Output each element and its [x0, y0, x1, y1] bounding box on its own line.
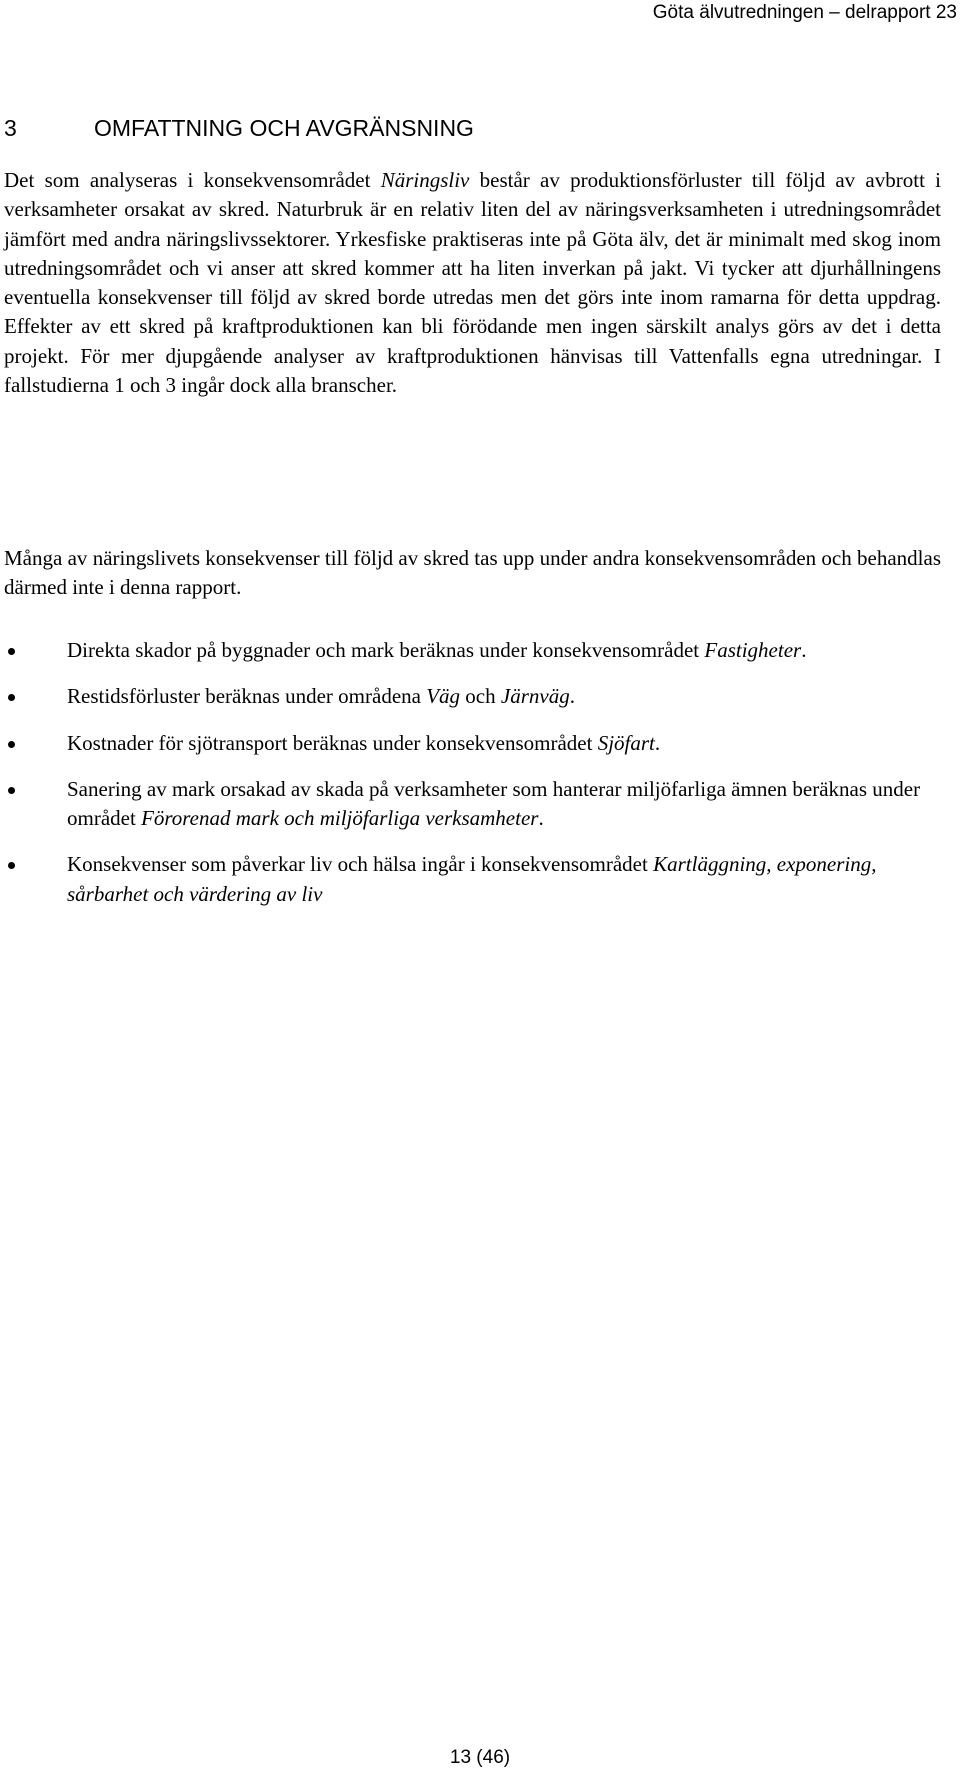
list-item-text: och [460, 684, 501, 709]
list-item [4, 729, 941, 758]
emphasis-naringsliv: Näringsliv [380, 168, 470, 192]
list-item-text: Kostnader för sjötransport beräknas under konsekvensområdet [67, 730, 598, 755]
list-item-emphasis: Förorenad mark och miljöfarliga verksamheter [141, 806, 539, 831]
section-heading [4, 113, 944, 143]
list-item-text: Sanering av mark orsakad av skada på verksamheter som hanterar miljöfarliga ämnen beräknas under området [67, 776, 921, 831]
paragraph-text: Det som analyseras i konsekvensområdet [4, 168, 381, 192]
paragraph-other-areas: Många av näringslivets konsekvenser till följd av skred tas upp under andra konsekvensområden och behandlas därmed inte i denna rapport. [4, 546, 941, 600]
paragraph-text: består av produktionsförluster till följd av avbrott i verksamheter orsakat av skred. Naturbruk är en relativ liten del av näringsverksamheten i utredningsområdet jämfört med andra näringslivssektorer. Yrkesfiske praktiseras inte på Göta älv, det är minimalt med skog inom utredningsområdet och vi anser att skred kommer att ha liten inverkan på jakt. Vi tycker att djurhållningens eventuella konsekvenser till följd av skred borde utredas men det görs inte inom ramarna för detta uppdrag. Effekter av ett skred på kraftproduktionen kan bli förödande men ingen särskilt analys görs av det i detta projekt. För mer djupgående analyser av kraftproduktionen hänvisas till Vattenfalls egna utredningar. I fallstudierna 1 och 3 ingår dock alla branscher. [4, 168, 941, 398]
list-item [4, 775, 941, 834]
list-item-text: Restidsförluster beräknas under områdena [67, 684, 427, 709]
page-number: 13 (46) [449, 1747, 511, 1768]
list-item-emphasis: Järnväg [500, 684, 570, 709]
bullet-icon [8, 694, 15, 701]
paragraph-scope [4, 166, 941, 400]
list-item-text: . [801, 638, 807, 662]
list-item-text: Direkta skador på byggnader och mark beräknas under konsekvensområdet [67, 638, 705, 662]
bullet-list [4, 636, 941, 926]
bullet-icon [8, 741, 15, 748]
list-item-text: Konsekvenser som påverkar liv och hälsa ingår i konsekvensområdet [67, 852, 654, 877]
list-item-emphasis: Väg [426, 684, 461, 709]
section-number: 3 [4, 115, 17, 141]
list-item [4, 636, 941, 665]
list-item-text: . [569, 684, 575, 709]
list-item [4, 682, 941, 711]
list-item-emphasis: Sjöfart [597, 730, 655, 755]
list-item-text: . [538, 806, 544, 831]
section-title: OMFATTNING OCH AVGRÄNSNING [94, 115, 474, 141]
running-header: Göta älvutredningen – delrapport 23 [652, 2, 957, 23]
list-item-text: . [654, 730, 661, 755]
list-item [4, 850, 941, 909]
list-item-emphasis: Fastigheter [704, 638, 802, 662]
bullet-icon [8, 648, 15, 655]
bullet-icon [8, 787, 15, 794]
bullet-icon [8, 862, 15, 869]
list-item-emphasis: Kartläggning, exponering, sårbarhet och värdering av liv [67, 852, 877, 906]
